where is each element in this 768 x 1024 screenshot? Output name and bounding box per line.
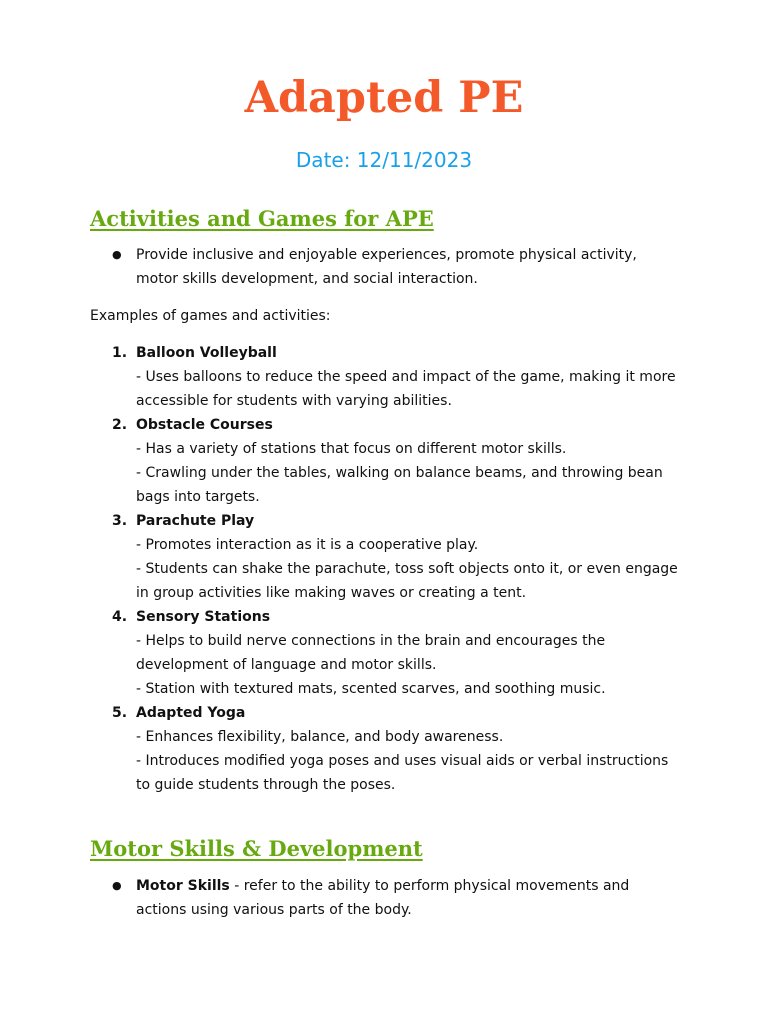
motor-skills-definition: - refer to the ability to perform physical movements and actions using various parts of the body. xyxy=(136,878,630,918)
activity-description: - Helps to build nerve connections in the brain and encourages the development of language and motor skills. xyxy=(136,633,606,673)
activity-item xyxy=(90,413,680,509)
bullet-item xyxy=(90,874,680,922)
activity-description: - Introduces modified yoga poses and uses visual aids or verbal instructions to guide students through the poses. xyxy=(136,753,669,793)
activity-item xyxy=(90,605,680,701)
activity-title: Obstacle Courses xyxy=(136,417,273,433)
activity-item xyxy=(90,701,680,797)
activities-list xyxy=(90,341,680,797)
activity-description: - Uses balloons to reduce the speed and impact of the game, making it more accessible for students with varying abilities. xyxy=(136,369,676,409)
motor-skills-term: Motor Skills xyxy=(136,878,230,894)
section2-bullet-list xyxy=(90,874,680,922)
activity-number: 2. xyxy=(112,417,128,433)
activity-item xyxy=(90,509,680,605)
bullet-mark: ● xyxy=(112,248,122,261)
section1-bullet-list xyxy=(90,243,680,291)
activity-title: Sensory Stations xyxy=(136,609,271,625)
examples-intro: Examples of games and activities: xyxy=(90,308,331,324)
document-date: Date: 12/11/2023 xyxy=(295,148,473,172)
activity-title: Balloon Volleyball xyxy=(136,345,277,361)
activity-description: - Station with textured mats, scented scarves, and soothing music. xyxy=(136,681,606,697)
activity-description: - Students can shake the parachute, toss soft objects onto it, or even engage in group activities like making waves or creating a tent. xyxy=(136,561,678,601)
activity-number: 3. xyxy=(112,513,128,529)
bullet-mark: ● xyxy=(112,879,122,892)
activity-number: 4. xyxy=(112,609,128,625)
activity-title: Adapted Yoga xyxy=(136,705,246,721)
section-heading-motor-skills: Motor Skills & Development xyxy=(90,836,423,861)
activity-description: - Promotes interaction as it is a cooperative play. xyxy=(136,537,479,553)
bullet-text: Provide inclusive and enjoyable experiences, promote physical activity, motor skills development, and social interaction. xyxy=(136,247,637,287)
activity-description: - Enhances flexibility, balance, and body awareness. xyxy=(136,729,504,745)
activity-description: - Crawling under the tables, walking on balance beams, and throwing bean bags into targets. xyxy=(136,465,663,505)
document-title: Adapted PE xyxy=(244,73,524,123)
activity-description: - Has a variety of stations that focus on different motor skills. xyxy=(136,441,567,457)
activity-number: 1. xyxy=(112,345,128,361)
activity-title: Parachute Play xyxy=(136,513,255,529)
bullet-item xyxy=(90,243,680,291)
activity-number: 5. xyxy=(112,705,128,721)
section-heading-activities: Activities and Games for APE xyxy=(90,206,434,231)
activity-item xyxy=(90,341,680,413)
